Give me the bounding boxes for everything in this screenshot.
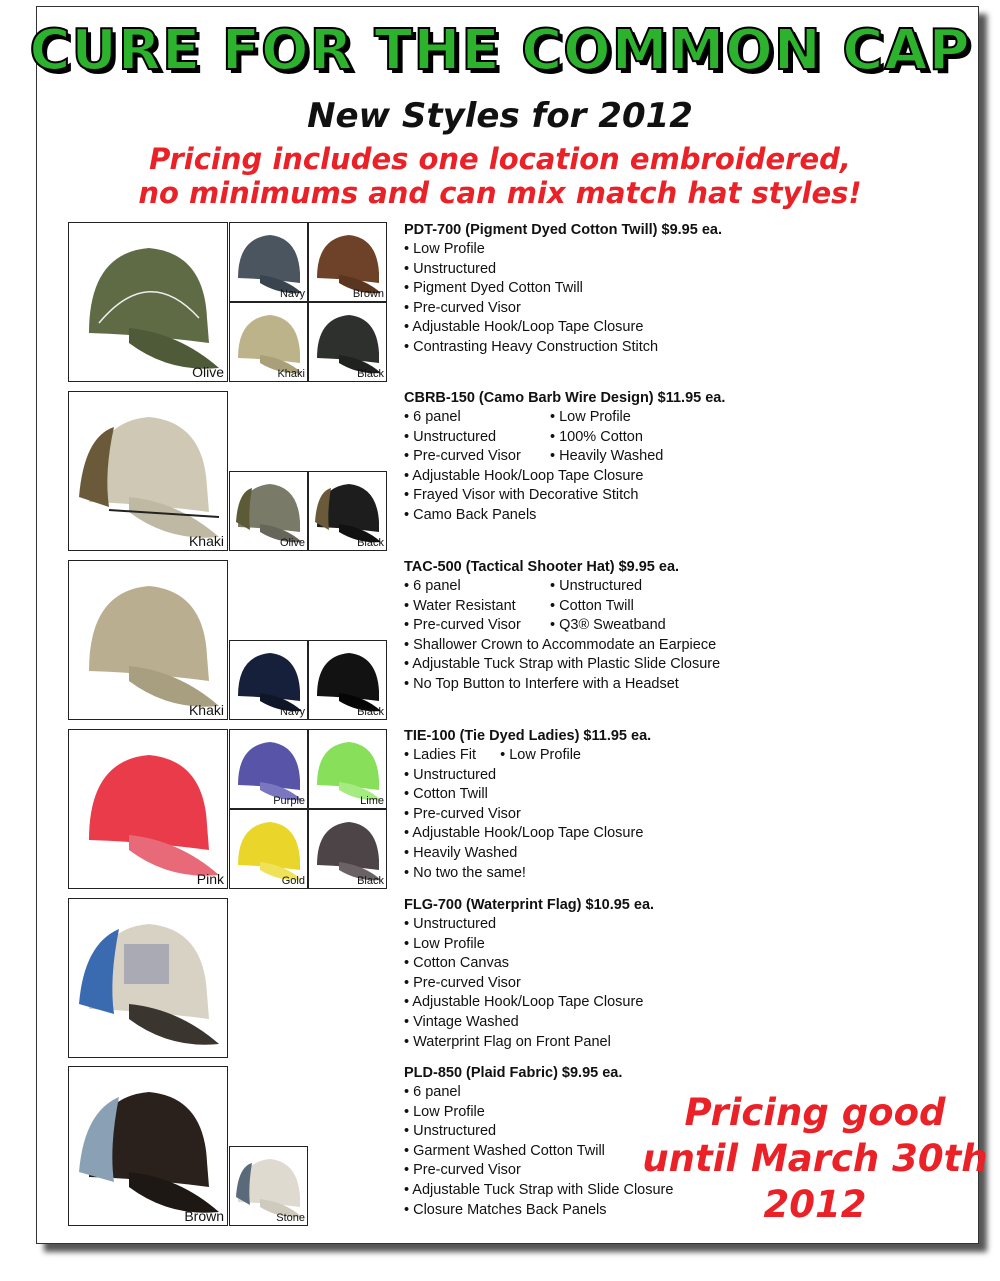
product-tac500 xyxy=(404,557,720,695)
feature: • Vintage Washed xyxy=(404,1013,519,1030)
feature xyxy=(404,447,725,467)
cap-icon xyxy=(69,899,227,1057)
cap-image-flg700 xyxy=(68,898,228,1058)
color-label: Khaki xyxy=(188,702,224,718)
cap-thumb-black xyxy=(308,471,387,551)
cap-image-tac500-khaki xyxy=(68,560,228,720)
cap-image-cbrb150-khaki xyxy=(68,391,228,551)
product-pdt700 xyxy=(404,220,722,358)
feature-col1: • Unstructured xyxy=(404,428,497,445)
pricing-line-1: Pricing includes one location embroidered, xyxy=(149,142,851,176)
feature: • Adjustable Hook/Loop Tape Closure xyxy=(404,825,644,842)
cap-thumb-navy xyxy=(229,222,308,302)
cap-icon xyxy=(69,1067,227,1225)
feature: • Adjustable Hook/Loop Tape Closure xyxy=(404,994,644,1011)
feature: • Unstructured xyxy=(404,916,497,932)
feature: • Unstructured xyxy=(404,260,497,277)
color-label: Khaki xyxy=(188,533,224,549)
feature: • Heavily Washed xyxy=(404,844,518,861)
feature: • Pre-curved Visor xyxy=(404,299,521,316)
color-label: Brown xyxy=(352,288,384,300)
feature-col2: • Q3® Sweatband xyxy=(550,617,666,634)
product-heading: PLD-850 (Plaid Fabric) $9.95 ea. xyxy=(404,1065,623,1081)
product-heading: PDT-700 (Pigment Dyed Cotton Twill) $9.95 ea. xyxy=(404,222,722,238)
cap-thumb-lime xyxy=(308,729,387,809)
color-label: Black xyxy=(357,875,384,887)
flyer-subtitle: New Styles for 2012 xyxy=(307,96,693,136)
cap-icon xyxy=(69,730,227,888)
color-label: Black xyxy=(357,368,384,380)
cap-image-pdt700-olive xyxy=(68,222,228,382)
product-heading: CBRB-150 (Camo Barb Wire Design) $11.95 ea. xyxy=(404,390,726,406)
feature: • Cotton Canvas xyxy=(404,955,510,972)
color-label: Olive xyxy=(279,537,305,549)
pricing-good-note xyxy=(640,1090,990,1228)
feature-col2: • Low Profile xyxy=(550,409,631,425)
feature: • Shallower Crown to Accommodate an Earpiece xyxy=(404,636,717,653)
feature: • Unstructured xyxy=(404,1123,497,1140)
product-pld850 xyxy=(404,1063,673,1220)
feature: • Waterprint Flag on Front Panel xyxy=(404,1033,611,1050)
cap-thumb-purple xyxy=(229,729,308,809)
feature: • Pre-curved Visor xyxy=(404,1162,521,1179)
feature-col1: • Pre-curved Visor xyxy=(404,617,521,634)
cap-image-pld850-brown xyxy=(68,1066,228,1226)
feature: • Pre-curved Visor xyxy=(404,974,521,991)
cap-thumb-khaki xyxy=(229,302,308,382)
color-label: Lime xyxy=(360,795,384,807)
cap-thumb-black xyxy=(308,302,387,382)
feature: • Low Profile xyxy=(404,1103,485,1120)
feature-col2: • 100% Cotton xyxy=(550,428,643,445)
feature: • Closure Matches Back Panels xyxy=(404,1201,607,1218)
product-cbrb150 xyxy=(404,388,725,526)
cap-thumb-black xyxy=(308,809,387,889)
feature: • Low Profile xyxy=(404,935,485,952)
color-label: Olive xyxy=(192,364,224,380)
cap-icon xyxy=(69,223,227,381)
feature xyxy=(404,408,725,428)
feature: • Cotton Twill xyxy=(404,786,488,803)
feature xyxy=(404,428,725,448)
feature: • Pigment Dyed Cotton Twill xyxy=(404,280,583,297)
color-label: Brown xyxy=(184,1208,224,1224)
color-label: Purple xyxy=(273,795,305,807)
feature: • No Top Button to Interfere with a Headset xyxy=(404,675,679,692)
feature: • Adjustable Tuck Strap with Plastic Slide Closure xyxy=(404,656,721,673)
product-flg700 xyxy=(404,895,654,1052)
feature: • Camo Back Panels xyxy=(404,506,537,523)
feature xyxy=(404,577,720,597)
cap-thumb-olive xyxy=(229,471,308,551)
feature: • Unstructured xyxy=(404,766,497,783)
pricing-good-line-1: Pricing good xyxy=(684,1091,946,1134)
pricing-good-line-2: until March 30th xyxy=(642,1137,988,1180)
product-tie100 xyxy=(404,726,651,883)
feature-col1: • 6 panel xyxy=(404,409,461,425)
cap-thumb-gold xyxy=(229,809,308,889)
cap-icon xyxy=(69,392,227,550)
product-heading: TIE-100 (Tie Dyed Ladies) $11.95 ea. xyxy=(404,728,652,744)
feature-col2: • Cotton Twill xyxy=(550,597,634,614)
color-label: Black xyxy=(357,537,384,549)
color-label: Stone xyxy=(276,1212,305,1224)
feature: • Adjustable Tuck Strap with Slide Closure xyxy=(404,1181,674,1198)
cap-icon xyxy=(69,561,227,719)
feature-col1: • Water Resistant xyxy=(404,597,516,614)
feature xyxy=(404,597,720,617)
feature: • Frayed Visor with Decorative Stitch xyxy=(404,487,639,504)
feature: • Adjustable Hook/Loop Tape Closure xyxy=(404,467,644,484)
feature-col1: • Pre-curved Visor xyxy=(404,448,521,465)
pricing-line-2: no minimums and can mix match hat styles! xyxy=(138,176,862,210)
color-label: Khaki xyxy=(277,368,305,380)
cap-thumb-brown xyxy=(308,222,387,302)
color-label: Navy xyxy=(279,288,305,300)
cap-image-tie100-pink xyxy=(68,729,228,889)
cap-thumb-navy xyxy=(229,640,308,720)
flyer-title: CURE FOR THE COMMON CAP xyxy=(29,18,971,83)
feature: • Ladies Fit • Low Profile xyxy=(404,747,581,763)
feature-col2: • Unstructured xyxy=(550,578,643,594)
feature: • Garment Washed Cotton Twill xyxy=(404,1142,605,1159)
cap-thumb-black xyxy=(308,640,387,720)
color-label: Navy xyxy=(279,706,305,718)
feature-col1: • 6 panel xyxy=(404,578,461,594)
feature: • No two the same! xyxy=(404,864,526,881)
feature xyxy=(404,616,720,636)
pricing-note xyxy=(0,142,1000,210)
feature-col2: • Heavily Washed xyxy=(550,448,664,465)
color-label: Pink xyxy=(196,871,224,887)
color-label: Gold xyxy=(281,875,305,887)
product-heading: TAC-500 (Tactical Shooter Hat) $9.95 ea. xyxy=(404,559,680,575)
feature: • 6 panel xyxy=(404,1084,461,1100)
product-heading: FLG-700 (Waterprint Flag) $10.95 ea. xyxy=(404,897,655,913)
pricing-good-line-3: 2012 xyxy=(763,1183,867,1226)
feature: • Adjustable Hook/Loop Tape Closure xyxy=(404,319,644,336)
cap-thumb-stone xyxy=(229,1146,308,1226)
color-label: Black xyxy=(357,706,384,718)
feature: • Contrasting Heavy Construction Stitch xyxy=(404,338,659,355)
feature: • Low Profile xyxy=(404,241,485,257)
feature: • Pre-curved Visor xyxy=(404,805,521,822)
